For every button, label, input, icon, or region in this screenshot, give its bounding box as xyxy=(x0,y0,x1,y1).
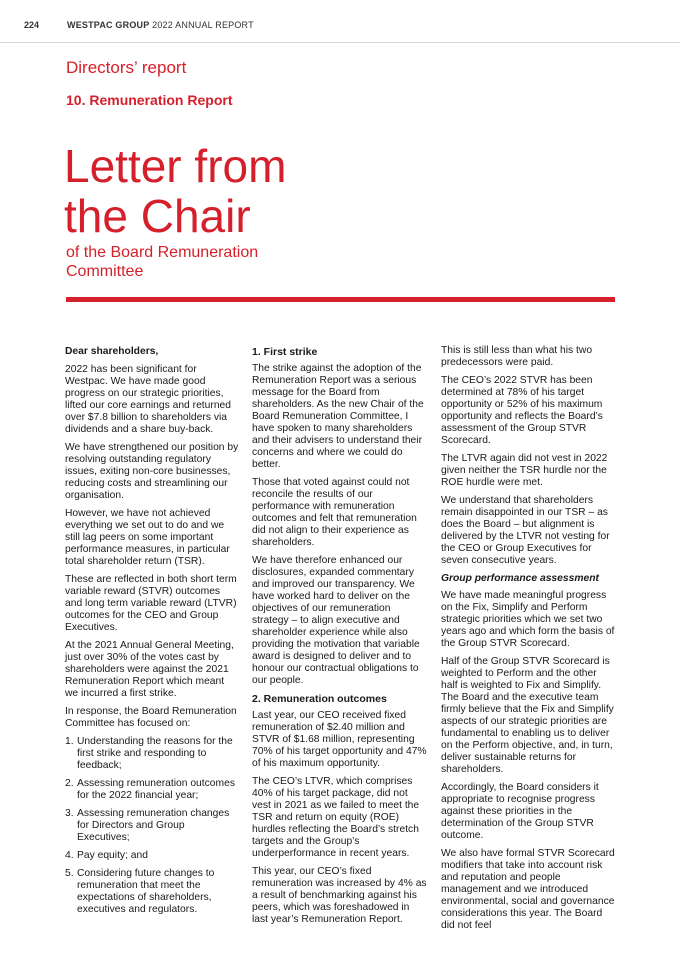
title-divider xyxy=(66,297,615,302)
paragraph: However, we have not achieved everything we set out to do and we still lag peers on some important performance measures, in particular total shareholder return (TSR). xyxy=(65,508,230,567)
paragraph: Accordingly, the Board considers it appropriate to recognise progress against these priorities in the determination of the Group STVR outcome. xyxy=(441,782,599,841)
list-number: 2. xyxy=(65,778,74,789)
paragraph: The strike against the adoption of the Remuneration Report was a serious message for the Board from shareholders. As the new Chair of the Board Remuneration Committee, I have spoken to many shareholders and their advisers to understand their concerns and where we could do better. xyxy=(252,363,424,470)
list-text: Pay equity; and xyxy=(77,850,148,861)
title-line-2: the Chair xyxy=(64,190,251,242)
paragraph: 2022 has been significant for Westpac. We have made good progress on our strategic priorities, lifted our core earnings and returned over $7.8 billion to shareholders via dividends and a share buy-back. xyxy=(65,364,231,435)
salutation: Dear shareholders, xyxy=(65,346,159,357)
column-3 xyxy=(441,345,616,938)
list-text: Considering future changes to remuneration that meet the expectations of shareholders, executives and regulators. xyxy=(77,868,215,915)
paragraph: We have therefore enhanced our disclosures, expanded commentary and improved our transparency. We have worked hard to deliver on the objectives of our remuneration strategy – to align executive and shareholder experience while also providing the motivation that variable award is designed to deliver and to honour our contractual obligations to our people. xyxy=(252,555,420,686)
paragraph: We also have formal STVR Scorecard modifiers that take into account risk and reputation and people management and we introduced environmental, social and governance considerations this year. The Board did not feel xyxy=(441,848,615,931)
column-2 xyxy=(252,346,427,932)
paragraph: The LTVR again did not vest in 2022 given neither the TSR hurdle nor the ROE hurdle were met. xyxy=(441,453,608,488)
section-heading-first-strike: 1. First strike xyxy=(252,346,318,358)
paragraph: These are reflected in both short term variable reward (STVR) outcomes and long term variable reward (LTVR) outcomes for the CEO and Group Executives. xyxy=(65,574,237,633)
page-number: 224 xyxy=(24,20,40,30)
title-line-1: Letter from xyxy=(64,140,287,192)
running-head-brand: WESTPAC GROUP xyxy=(67,20,150,30)
paragraph: At the 2021 Annual General Meeting, just over 30% of the votes cast by shareholders were against the 2021 Remuneration Report which meant we incurred a first strike. xyxy=(65,640,234,699)
list-item xyxy=(65,736,239,772)
subsection-heading: 10. Remuneration Report xyxy=(66,92,233,108)
paragraph: The CEO’s LTVR, which comprises 40% of his target package, did not vest in 2021 as we failed to meet the TSR and return on equity (ROE) hurdles reflecting the Board’s stretch targets and the Group’s underperformance in recent years. xyxy=(252,776,420,859)
paragraph: This is still less than what his two predecessors were paid. xyxy=(441,345,593,368)
running-head xyxy=(67,20,254,30)
list-item xyxy=(65,850,239,862)
section-label: Directors’ report xyxy=(66,58,187,77)
list-number: 5. xyxy=(65,868,74,879)
list-item xyxy=(65,868,239,916)
page-header xyxy=(0,0,680,43)
paragraph: Half of the Group STVR Scorecard is weighted to Perform and the other half is weighted to Fix and Simplify. The Board and the executive team firmly believe that the Fix and Simplify aspects of our strategic priorities are fundamental to enabling us to deliver on the Perform objective, and, in turn, deliver sustainable returns for shareholders. xyxy=(441,656,614,775)
page-title xyxy=(64,141,584,241)
list-item xyxy=(65,808,239,844)
paragraph: We have made meaningful progress on the Fix, Simplify and Perform strategic priorities which we set two years ago and which form the basis of the Group STVR Scorecard. xyxy=(441,590,615,649)
paragraph: In response, the Board Remuneration Committee has focused on: xyxy=(65,706,237,729)
list-number: 4. xyxy=(65,850,74,861)
paragraph: Those that voted against could not reconcile the results of our performance with remuneration outcomes and felt that remuneration did not align to their experience as shareholders. xyxy=(252,477,417,548)
paragraph: This year, our CEO’s fixed remuneration was increased by 4% as a result of benchmarking against his peers, which was foreshadowed in last year’s Remuneration Report. xyxy=(252,866,427,925)
column-1 xyxy=(65,346,239,922)
list-text: Assessing remuneration changes for Directors and Group Executives; xyxy=(77,808,230,843)
paragraph: Last year, our CEO received fixed remuneration of $2.40 million and STVR of $1.68 million, representing 70% of his target opportunity and 47% of his maximum opportunity. xyxy=(252,710,427,769)
paragraph: The CEO’s 2022 STVR has been determined at 78% of his target opportunity or 52% of his maximum opportunity and reflects the Board’s assessment of the Group STVR Scorecard. xyxy=(441,375,603,446)
list-number: 1. xyxy=(65,736,74,747)
list-text: Assessing remuneration outcomes for the 2022 financial year; xyxy=(77,778,235,801)
page-subtitle: of the Board Remuneration Committee xyxy=(66,244,259,280)
paragraph: We understand that shareholders remain disappointed in our TSR – as does the Board – but alignment is delivered by the LTVR not vesting for the CEO or Group Executives for seven consecutive years. xyxy=(441,495,610,566)
list-number: 3. xyxy=(65,808,74,819)
list-item xyxy=(65,778,239,802)
focus-list xyxy=(65,736,239,916)
paragraph: We have strengthened our position by resolving outstanding regulatory issues, exiting non-core businesses, reducing costs and streamlining our organisation. xyxy=(65,442,239,501)
list-text: Understanding the reasons for the first strike and responding to feedback; xyxy=(77,736,233,771)
section-heading-remuneration-outcomes: 2. Remuneration outcomes xyxy=(252,693,387,705)
running-head-report: 2022 ANNUAL REPORT xyxy=(152,20,254,30)
subheading-group-performance: Group performance assessment xyxy=(441,573,599,584)
